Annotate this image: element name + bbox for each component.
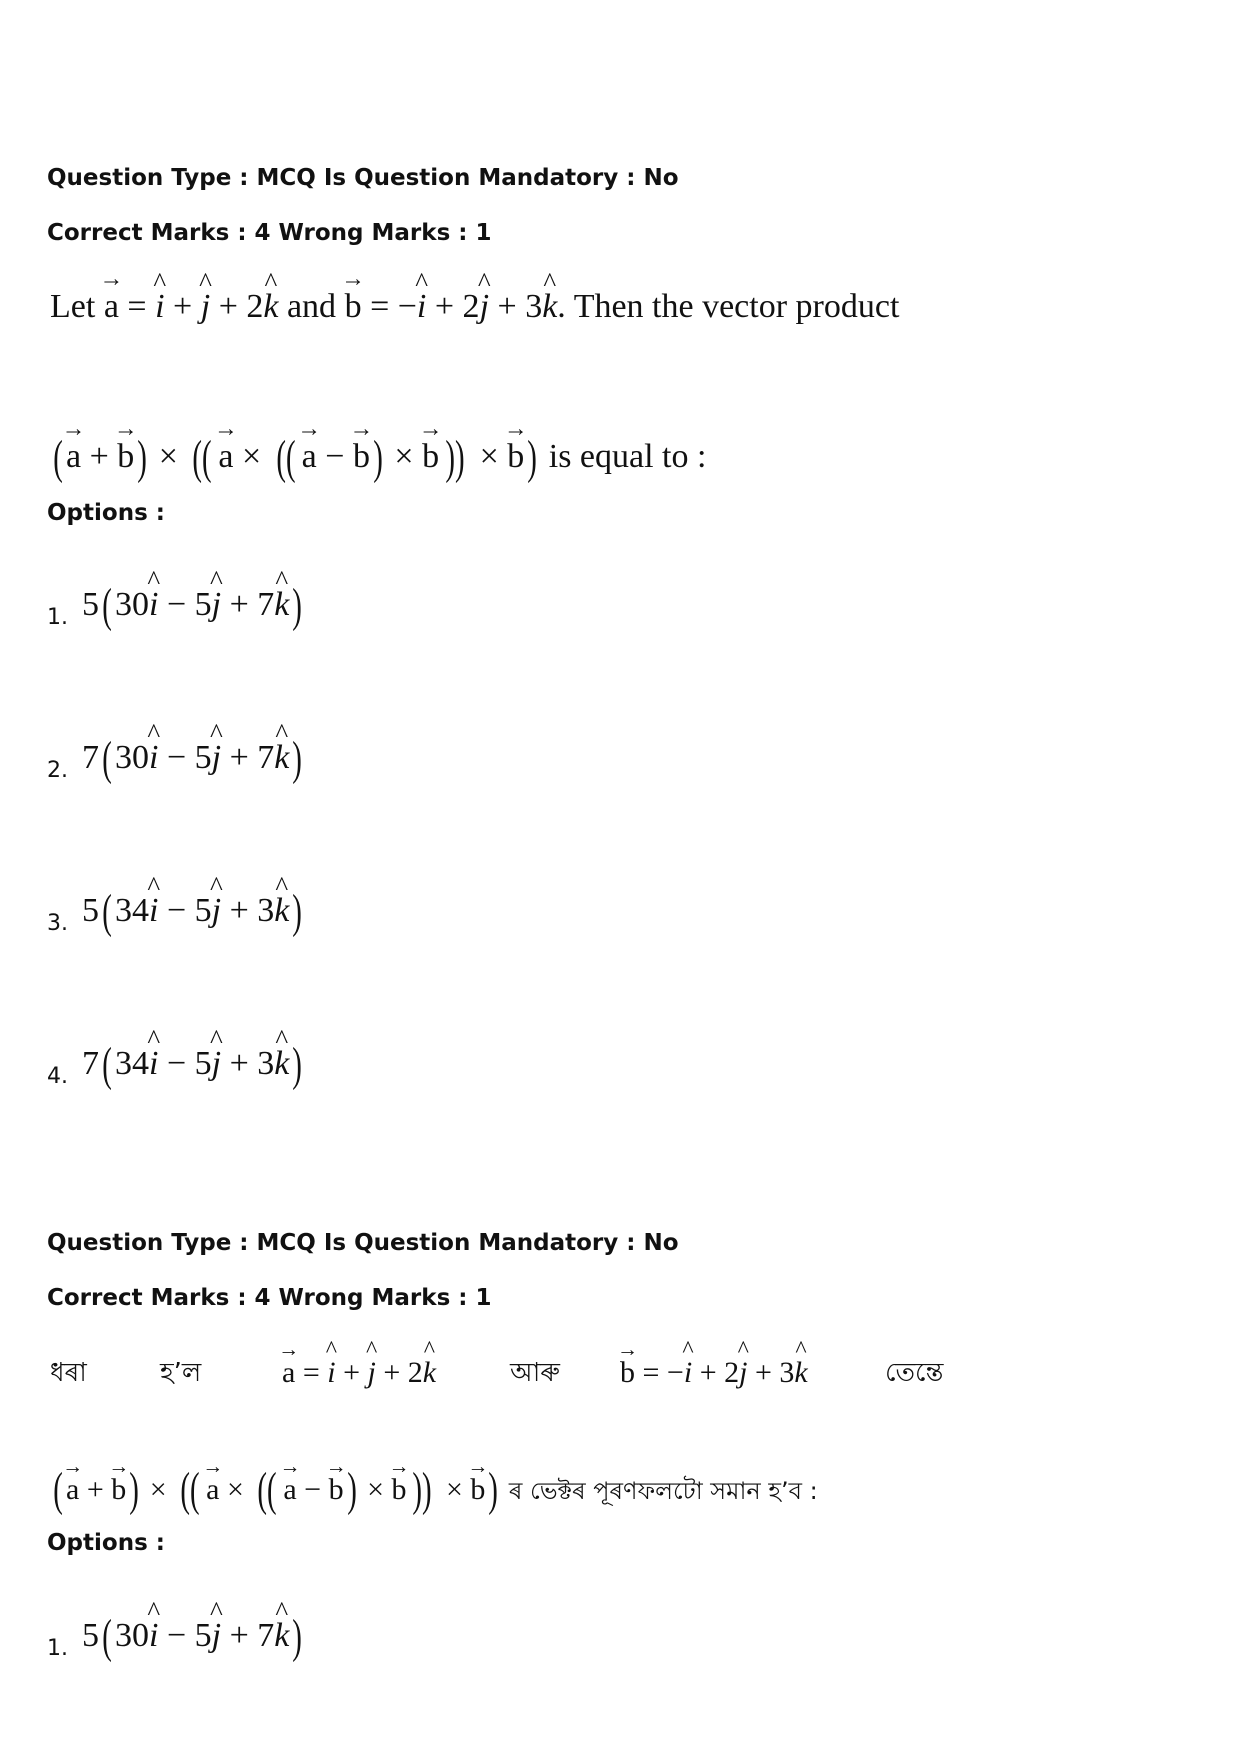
- q1-option4-expr[interactable]: 7(34^ i − 5^ j + 3^ k): [82, 1037, 305, 1092]
- q1-option2-number[interactable]: 2.: [47, 758, 68, 783]
- q2-option1-number[interactable]: 1.: [47, 1636, 68, 1661]
- q1-type-line: Question Type : MCQ Is Question Mandatory : No: [47, 165, 679, 191]
- q2-type-line: Question Type : MCQ Is Question Mandatory : No: [47, 1230, 679, 1256]
- q1-option3-expr[interactable]: 5(34^ i − 5^ j + 3^ k): [82, 884, 305, 939]
- q2-b-definition: → b = −^ i + 2^ j + 3^ k: [620, 1356, 808, 1390]
- q2-option1-expr[interactable]: 5(30^ i − 5^ j + 7^ k): [82, 1609, 305, 1664]
- q1-options-label: Options :: [47, 500, 165, 526]
- q1-stem-line2: (→ a + → b) × ((→ a × ((→ a − → b) × → b )) × → b) is equal to :: [50, 430, 706, 485]
- q2-word-hol: হ’ল: [160, 1358, 202, 1388]
- q2-word-tente: তেন্তে: [885, 1358, 944, 1388]
- q1-option1-expr[interactable]: 5(30^ i − 5^ j + 7^ k): [82, 578, 305, 633]
- q1-option3-number[interactable]: 3.: [47, 911, 68, 936]
- q1-stem-line1: Let → a = ^ i + ^ j + 2^ k and → b = −^ i + 2^ j + 3^ k. Then the vector product: [50, 288, 899, 326]
- q2-options-label: Options :: [47, 1530, 165, 1556]
- q1-option1-number[interactable]: 1.: [47, 605, 68, 630]
- q2-stem-line2: (→ a + → b) × ((→ a × ((→ a − → b) × → b )) × → b) ৰ ভেক্টৰ পূৰণফলটো সমান হ’ব :: [50, 1462, 818, 1517]
- q2-a-definition: → a = ^ i + ^ j + 2^ k: [282, 1356, 436, 1390]
- q1-option2-expr[interactable]: 7(30^ i − 5^ j + 7^ k): [82, 731, 305, 786]
- q1-marks-line: Correct Marks : 4 Wrong Marks : 1: [47, 220, 492, 246]
- q2-marks-line: Correct Marks : 4 Wrong Marks : 1: [47, 1285, 492, 1311]
- q1-option4-number[interactable]: 4.: [47, 1064, 68, 1089]
- q2-word-aru: আৰু: [510, 1358, 560, 1388]
- q2-word-dhora: ধৰা: [50, 1358, 87, 1388]
